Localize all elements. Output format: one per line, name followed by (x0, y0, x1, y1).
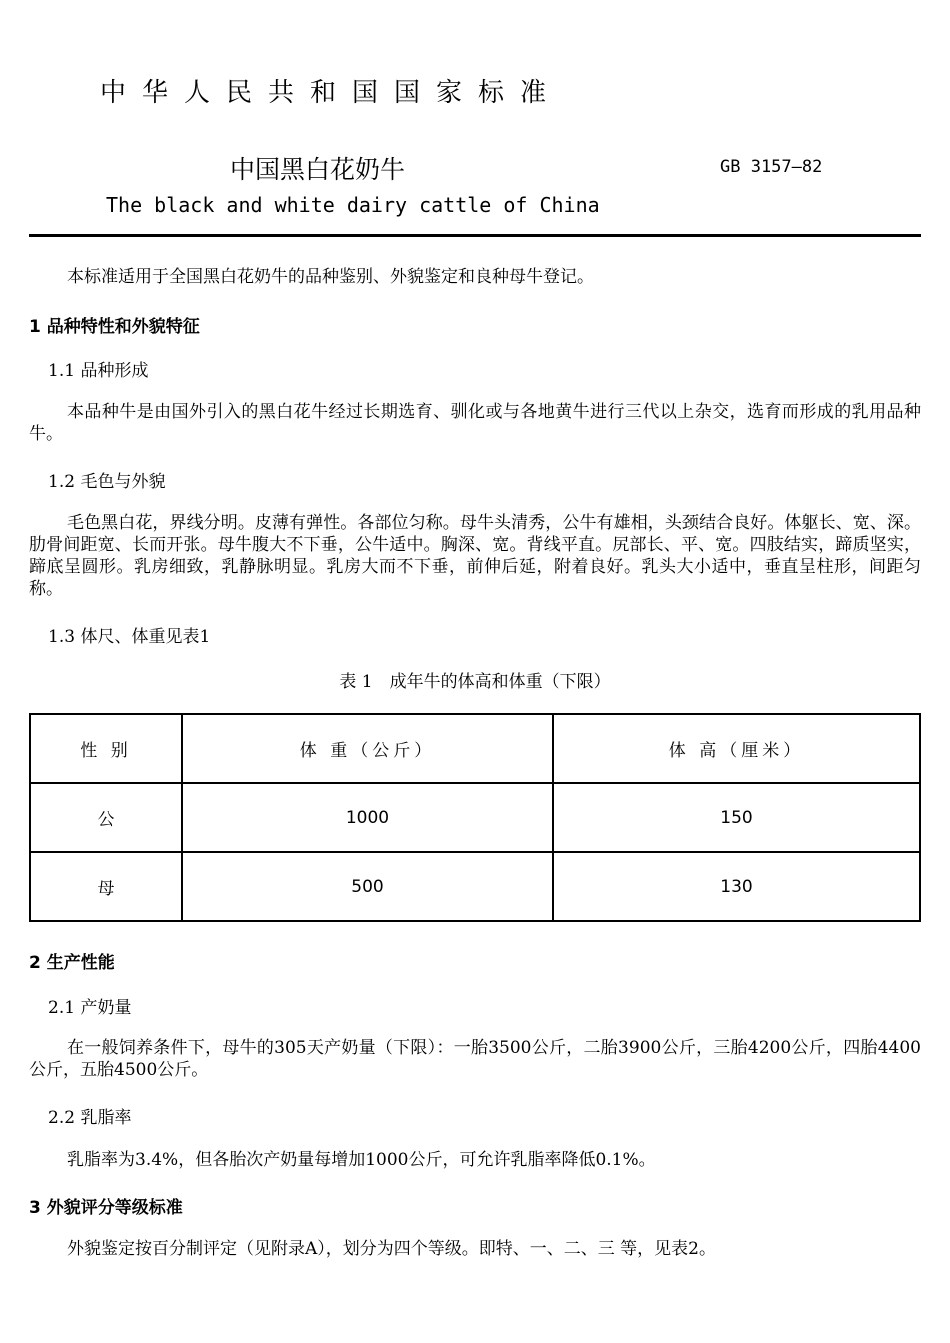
table-1 (29, 713, 921, 922)
intro-paragraph: 本标准适用于全国黑白花奶牛的品种鉴别、外貌鉴定和良种母牛登记。 (67, 267, 594, 287)
table-header-row (30, 714, 920, 783)
cell-weight: 500 (182, 852, 553, 921)
section-1-3-heading: 1.3 体尺、体重见表1 (48, 627, 211, 647)
table-row (30, 852, 920, 921)
header-weight: 体 重（公斤） (182, 714, 553, 783)
cell-height: 130 (553, 852, 920, 921)
table-1-caption: 表 1 成年牛的体高和体重（下限） (339, 672, 611, 692)
document-title: 中国黑白花奶牛 (230, 155, 406, 184)
section-1-1-heading: 1.1 品种形成 (48, 361, 149, 381)
cell-sex: 公 (30, 783, 182, 852)
section-2-2-text: 乳脂率为3.4%，但各胎次产奶量每增加1000公斤，可允许乳脂率降低0.1%。 (67, 1150, 656, 1170)
national-standard-heading: 中华人民共和国国家标准 (100, 78, 563, 108)
section-1-1-text: 本品种牛是由国外引入的黑白花牛经过长期选育、驯化或与各地黄牛进行三代以上杂交，选育而形成的乳用品种牛。 (29, 402, 921, 444)
header-divider (29, 234, 921, 237)
section-2-2-heading: 2.2 乳脂率 (48, 1108, 132, 1128)
section-2-1-text: 在一般饲养条件下，母牛的305天产奶量（下限）：一胎3500公斤，二胎3900公斤，三胎4200公斤，四胎4400公斤，五胎4500公斤。 (29, 1038, 921, 1080)
section-2-1-heading: 2.1 产奶量 (48, 998, 132, 1018)
standard-code: GB 3157—82 (720, 157, 823, 177)
header-sex: 性 别 (30, 714, 182, 783)
header-height: 体 高（厘米） (553, 714, 920, 783)
cell-height: 150 (553, 783, 920, 852)
cell-sex: 母 (30, 852, 182, 921)
section-2-heading: 2 生产性能 (29, 953, 115, 973)
cell-weight: 1000 (182, 783, 553, 852)
section-1-2-text: 毛色黑白花，界线分明。皮薄有弹性。各部位匀称。母牛头清秀，公牛有雄相，头颈结合良好。体躯长、宽、深。肋骨间距宽、长而开张。母牛腹大不下垂，公牛适中。胸深、宽。背线平直。尻部长、平、宽。四肢结实，蹄质坚实，蹄底呈圆形。乳房细致，乳静脉明显。乳房大而不下垂，前伸后延，附着良好。乳头大小适中，垂直呈柱形，间距匀称。 (29, 513, 921, 599)
section-3-heading: 3 外貌评分等级标准 (29, 1198, 183, 1218)
section-3-text: 外貌鉴定按百分制评定（见附录A），划分为四个等级。即特、一、二、三 等，见表2。 (67, 1239, 716, 1259)
section-1-2-heading: 1.2 毛色与外貌 (48, 472, 166, 492)
english-title: The black and white dairy cattle of China (106, 193, 600, 217)
section-1-heading: 1 品种特性和外貌特征 (29, 317, 200, 337)
table-row (30, 783, 920, 852)
